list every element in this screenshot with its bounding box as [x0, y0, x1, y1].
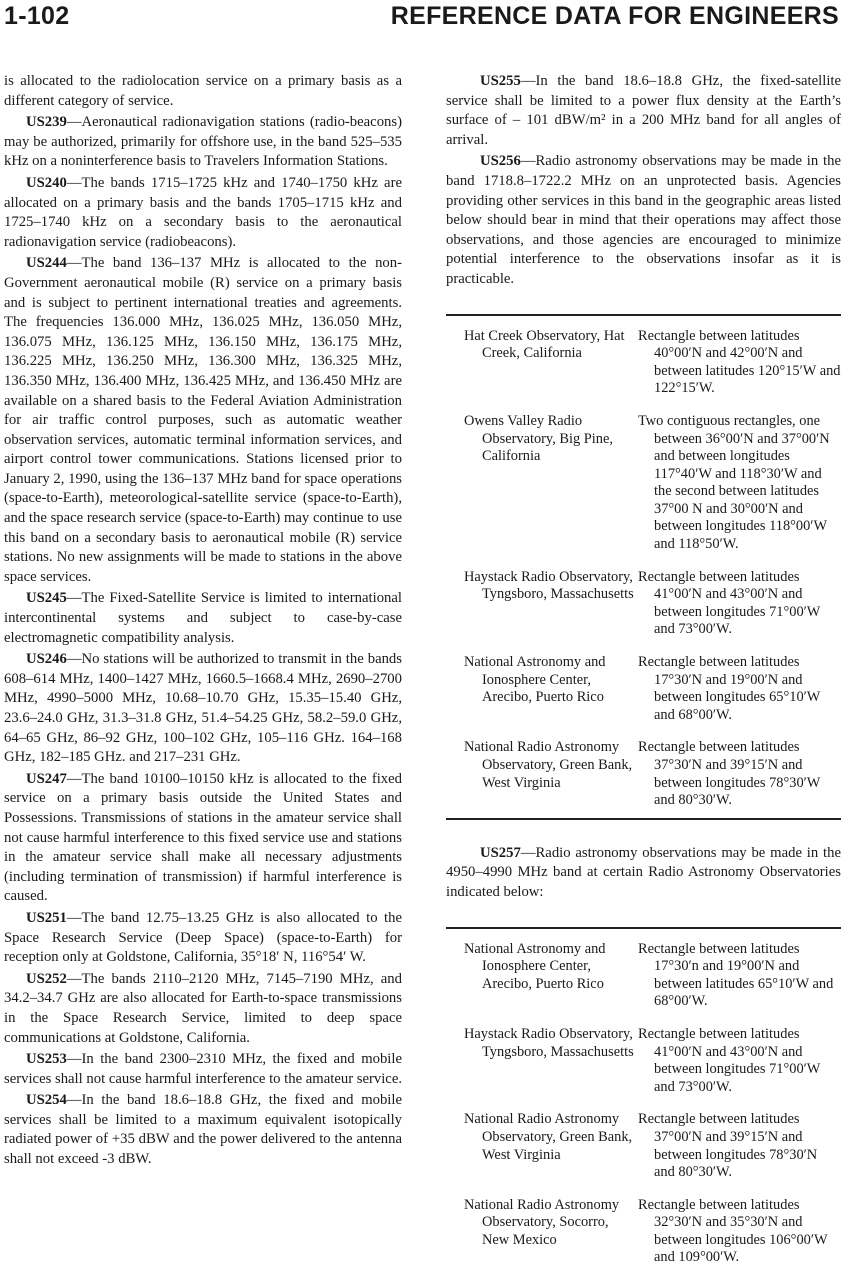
observatory-area: Rectangle between latitudes 41°00′N and 43°00′N and between longitudes 71°00′W and 73°00′W.	[638, 568, 821, 638]
footnote-text: —The band 136–137 MHz is allocated to the non-Government aeronautical mobile (R) service on a primary basis and is subject to pertinent international treaties and agreements. The frequencies 136.000 MHz, 136.025 MHz, 136.050 MHz, 136.075 MHz, 136.125 MHz, 136.150 MHz, 136.175 MHz, 136.225 MHz, 136.250 MHz, 136.300 MHz, 136.325 MHz, 136.350 MHz, 136.400 MHz, 136.425 MHz, and 136.450 MHz are available on a shared basis to the Federal Aviation Administration for air traffic control purposes, such as automatic weather observation services, automatic terminal information services, and airport control tower communications. Stations licensed prior to January 2, 1990, using the 136–137 MHz band for space operations (space-to-Earth), meteorological-satellite service (space-to-Earth), and the space research service (space-to-Earth) may continue to use this band on a secondary basis to aeronautical mobile (R) service stations. No new assignments will be made to stations in the above space services.	[4, 255, 402, 585]
observatory-area: Two contiguous rectangles, one between 36°00′N and 37°00′N and between longitudes 117°40′W and 118°30′W and the second between latitudes 37°00 N and 30°00′N and between longitudes 118°00′W and 118°50′W.	[638, 412, 830, 553]
observatory-area: Rectangle between latitudes 17°30′n and 19°00′N and between latitudes 65°10′W and 68°00′W.	[638, 940, 834, 1010]
footnote-code: US254	[26, 1092, 67, 1109]
footnote-text: —The Fixed-Satellite Service is limited to international intercontinental systems and subject to case-by-case electromagnetic compatibility analysis.	[4, 590, 402, 646]
table-row	[446, 654, 841, 739]
observatory-table-1718mhz	[446, 314, 841, 820]
footnote-us255	[446, 72, 841, 150]
footnote-us244	[4, 254, 402, 587]
footnote-us254	[4, 1091, 402, 1169]
observatory-name: National Radio Astronomy Observatory, Green Bank, West Virginia	[464, 1111, 633, 1163]
observatory-area: Rectangle between latitudes 37°00′N and 39°15′N and between longitudes 78°30′N and 80°30′W.	[638, 1111, 818, 1181]
footnote-text: —In the band 18.6–18.8 GHz, the fixed and mobile services shall be limited to a maximum equivalent isotopically radiated power of +35 dBW and the power delivered to the antenna shall not exceed -3 dBW.	[4, 1092, 402, 1168]
continued-paragraph: is allocated to the radiolocation service on a primary basis as a different category of service.	[4, 73, 402, 109]
footnote-code: US257	[480, 844, 521, 861]
footnote-text: —Radio astronomy observations may be made in the 4950–4990 MHz band at certain Radio Astronomy Observatories indicated below:	[446, 844, 841, 900]
footnote-us246	[4, 650, 402, 768]
table-row	[446, 1111, 841, 1196]
footnote-us240	[4, 174, 402, 252]
footnote-text: —The bands 1715–1725 kHz and 1740–1750 kHz are allocated on a primary basis and the bands 1705–1715 kHz and 1725–1740 kHz on a secondary basis to the aeronautical radionavigation service (radiobeacons).	[4, 174, 402, 250]
footnote-code: US255	[480, 73, 521, 89]
observatory-table-4950mhz	[446, 927, 841, 1276]
footnote-text: —In the band 18.6–18.8 GHz, the fixed-satellite service shall be limited to a power flux density at the Earth’s surface of – 101 dBW/m² in a 200 MHz band for all angles of arrival.	[446, 73, 841, 148]
running-title: REFERENCE DATA FOR ENGINEERS	[390, 2, 839, 30]
table-row	[446, 928, 841, 1026]
observatory-area: Rectangle between latitudes 32°30′N and 35°30′N and between longitudes 106°00′W and 109°00′W.	[638, 1196, 828, 1266]
table-row	[446, 1026, 841, 1111]
observatory-name: Owens Valley Radio Observatory, Big Pine, California	[464, 412, 613, 465]
footnote-text: —The band 12.75–13.25 GHz is also allocated to the Space Research Service (Deep Space) (space-to-Earth) for reception only at Goldstone, California, 35°18′ N, 116°54′ W.	[4, 909, 402, 966]
footnote-text: —Aeronautical radionavigation stations (radio-beacons) may be authorized, primarily for offshore use, in the band 525–535 kHz on a noninterference basis to Travelers Information Stations.	[4, 114, 402, 170]
right-column	[446, 72, 841, 1275]
footnote-code: US252	[26, 970, 67, 987]
table-row	[446, 1197, 841, 1275]
footnote-text: —In the band 2300–2310 MHz, the fixed and mobile services shall not cause harmful interference to the amateur service.	[4, 1051, 403, 1087]
observatory-name: National Radio Astronomy Observatory, Socorro, New Mexico	[464, 1196, 620, 1248]
footnote-code: US256	[480, 153, 521, 170]
table-row	[446, 413, 841, 569]
footnote-us247	[4, 770, 402, 907]
observatory-area: Rectangle between latitudes 40°00′N and 42°00′N and between latitudes 120°15′W and 122°15′W.	[638, 327, 841, 397]
table-row	[446, 315, 841, 413]
observatory-name: National Radio Astronomy Observatory, Green Bank, West Virginia	[464, 739, 633, 791]
observatory-area: Rectangle between latitudes 37°30′N and 39°15′N and between longitudes 78°30′W and 80°30′W.	[638, 739, 821, 809]
footnote-code: US253	[26, 1051, 67, 1068]
left-column	[4, 72, 402, 1172]
observatory-name: Haystack Radio Observatory, Tyngsboro, Massachusetts	[464, 568, 634, 603]
observatory-name: National Astronomy and Ionosphere Center, Arecibo, Puerto Rico	[464, 940, 606, 992]
table-row	[446, 739, 841, 818]
footnote-code: US239	[26, 114, 67, 131]
observatory-name: Haystack Radio Observatory, Tyngsboro, Massachusetts	[464, 1025, 634, 1060]
footnote-us245	[4, 589, 402, 648]
footnote-text: —No stations will be authorized to transmit in the bands 608–614 MHz, 1400–1427 MHz, 1660.5–1668.4 MHz, 2690–2700 MHz, 4990–5000 MHz, 10.68–10.70 GHz, 15.35–15.40 GHz, 23.6–24.0 GHz, 31.3–31.8 GHz, 51.4–54.25 GHz, 58.2–59.0 GHz, 64–65 GHz, 86–92 GHz, 100–102 GHz, 105–116 GHz. 164–168 GHz, 182–185 GHz. and 217–231 GHz.	[4, 651, 402, 766]
observatory-name: Hat Creek Observatory, Hat Creek, California	[464, 327, 625, 362]
observatory-name: National Astronomy and Ionosphere Center, Arecibo, Puerto Rico	[464, 654, 606, 706]
footnote-us256	[446, 152, 841, 289]
footnote-text: —The bands 2110–2120 MHz, 7145–7190 MHz, and 34.2–34.7 GHz are also allocated for Earth-to-space transmissions in the Space Research Service, limited to deep space communications at Goldstone, California.	[4, 970, 402, 1046]
footnote-code: US240	[26, 174, 67, 191]
footnote-code: US251	[26, 909, 67, 926]
footnote-code: US245	[26, 590, 67, 607]
footnote-us253	[4, 1050, 402, 1089]
footnote-text: —The band 10100–10150 kHz is allocated to the fixed service on a primary basis outside the United States and Possessions. Transmissions of stations in the amateur service shall not cause harmful interference to this fixed service use and stations in the amateur service shall make all necessary adjustments (including termination of transmission) if harmful interference is caused.	[4, 770, 402, 905]
footnote-us251	[4, 909, 402, 968]
page-header	[4, 2, 839, 40]
footnote-text: —Radio astronomy observations may be made in the band 1718.8–1722.2 MHz on an unprotected basis. Agencies providing other services in this band in the geographic areas listed below should bear in mind that their operations may affect those observations, and those agencies are encouraged to minimize potential interference to the observations insofar as it is practicable.	[446, 153, 841, 287]
footnote-code: US246	[26, 651, 67, 668]
observatory-area: Rectangle between latitudes 41°00′N and 43°00′N and between longitudes 71°00′W and 73°00′W.	[638, 1025, 821, 1095]
footnote-us239	[4, 113, 402, 172]
footnote-code: US244	[26, 255, 67, 272]
footnote-code: US247	[26, 770, 67, 787]
page-number: 1-102	[4, 2, 70, 30]
observatory-area: Rectangle between latitudes 17°30′N and 19°00′N and between longitudes 65°10′W and 68°00′W.	[638, 654, 821, 723]
footnote-us257	[446, 844, 841, 903]
table-row	[446, 569, 841, 654]
footnote-us252	[4, 970, 402, 1048]
